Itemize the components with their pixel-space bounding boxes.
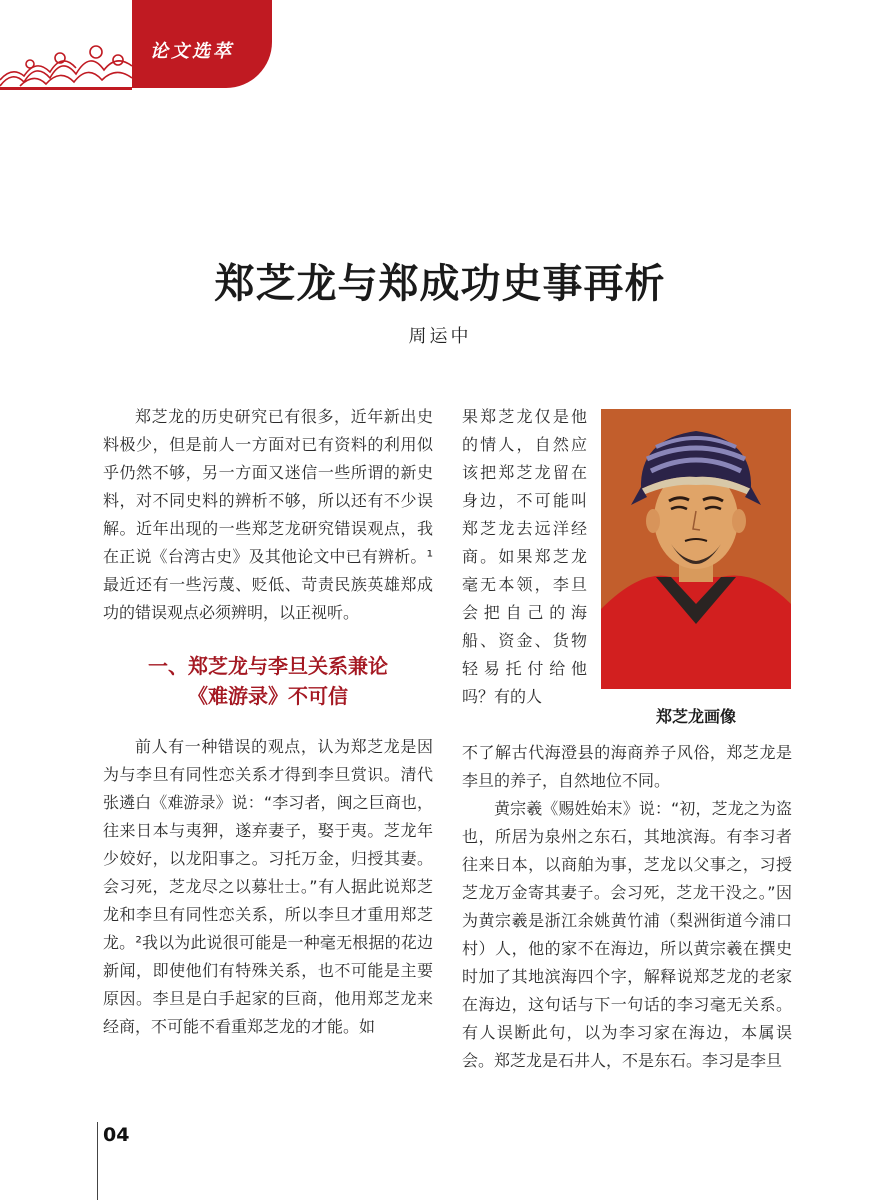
footer-rule bbox=[97, 1122, 98, 1200]
intro-paragraph: 郑芝龙的历史研究已有很多，近年新出史料极少，但是前人一方面对已有资料的利用似乎仍然不够，另一方面又迷信一些所谓的新史料，对不同史料的辨析不够，所以还有不少误解。近年出现的一些郑芝龙研究错误观点，我在正说《台湾古史》及其他论文中已有辨析。¹最近还有一些污蔑、贬低、苛责民族英雄郑成功的错误观点必须辨明，以正视听。 bbox=[103, 407, 433, 622]
section-label: 论文选萃 bbox=[150, 41, 234, 62]
page-header bbox=[0, 0, 880, 95]
portrait-image bbox=[601, 409, 791, 689]
left-column bbox=[103, 403, 433, 1041]
section-heading bbox=[103, 651, 433, 711]
page-number: 04 bbox=[103, 1124, 130, 1146]
right-column-wide-text bbox=[462, 739, 792, 1075]
body-paragraph: 前人有一种错误的观点，认为郑芝龙是因为与李旦有同性恋关系才得到李旦赏识。清代张遴白《难游录》说：“李习者，闽之巨商也，往来日本与夷狎，遂弃妻子，娶于夷。芝龙年少姣好，以龙阳事之。习托万金，归授其妻。会习死，芝龙尽之以募壮士。”有人据此说郑芝龙和李旦有同性恋关系，所以李旦才重用郑芝龙。²我以为此说很可能是一种毫无根据的花边新闻，即使他们有特殊关系，也不可能是主要原因。李旦是白手起家的巨商，他用郑芝龙来经商，不可能不看重郑芝龙的才能。如 bbox=[103, 737, 433, 1036]
right-column-narrow-text bbox=[462, 403, 587, 711]
article-title: 郑芝龙与郑成功史事再析 bbox=[214, 261, 666, 307]
wide-paragraph-2: 黄宗羲《赐姓始末》说：“初，芝龙之为盗也，所居为泉州之东石，其地滨海。有李习者往来日本，以商舶为事，芝龙以父事之，习授芝龙万金寄其妻子。会习死，芝龙干没之。”因为黄宗羲是浙江余姚黄竹浦（梨洲街道今浦口村）人，他的家不在海边，所以黄宗羲在撰史时加了其地滨海四个字，解释说郑芝龙的老家在海边，这句话与下一句话的李习毫无关系。有人误断此句，以为李习家在海边，本属误会。郑芝龙是石井人，不是东石。李习是李旦 bbox=[462, 799, 792, 1070]
article-author: 周运中 bbox=[408, 326, 472, 347]
section-heading-line1: 一、郑芝龙与李旦关系兼论 bbox=[148, 654, 388, 678]
section-heading-line2: 《难游录》不可信 bbox=[188, 684, 348, 708]
wide-paragraph-1: 不了解古代海澄县的海商养子风俗，郑芝龙是李旦的养子，自然地位不同。 bbox=[462, 743, 792, 790]
wave-decoration-icon bbox=[0, 40, 132, 90]
narrow-paragraph: 果郑芝龙仅是他的情人，自然应该把郑芝龙留在身边，不可能叫郑芝龙去远洋经商。如果郑芝龙毫无本领，李旦会把自己的海船、资金、货物轻易托付给他吗？有的人 bbox=[462, 407, 587, 706]
portrait-caption: 郑芝龙画像 bbox=[655, 707, 736, 726]
